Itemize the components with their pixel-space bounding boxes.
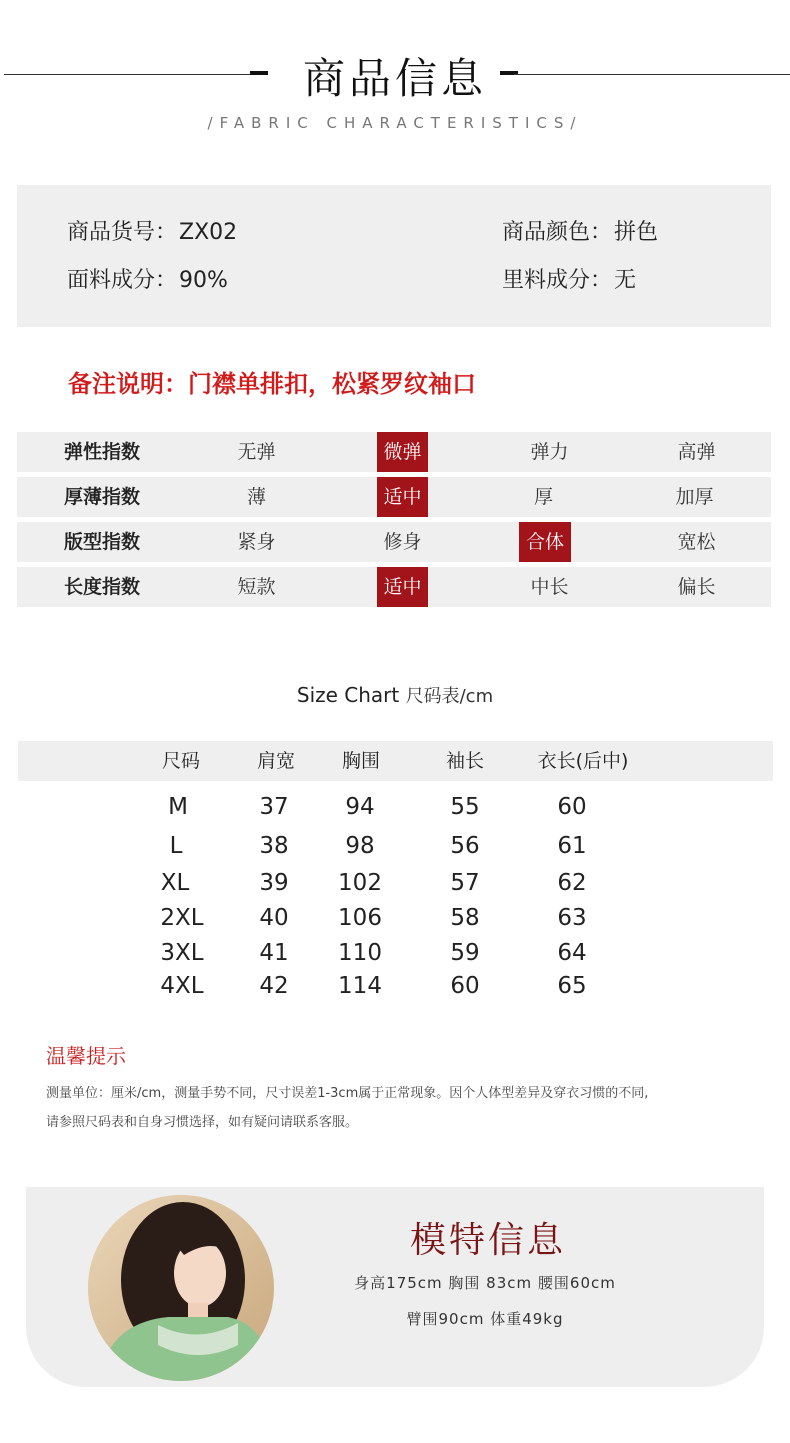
model-info-title: 模特信息 (409, 1220, 566, 1261)
size-header-cell: 袖长 (445, 750, 484, 772)
size-cell: 42 (259, 973, 289, 999)
item-number (67, 215, 237, 246)
size-chart-subtitle: 尺码表/cm (405, 686, 494, 707)
size-cell: 57 (450, 870, 480, 896)
section-header (0, 40, 790, 110)
size-cell: 2XL (160, 905, 204, 931)
index-option: 高弹 (677, 441, 716, 463)
size-cell: 60 (450, 973, 480, 999)
index-option: 无弹 (237, 441, 276, 463)
size-cell: 56 (450, 833, 480, 859)
index-row-fit (17, 522, 771, 562)
model-measurements-1: 身高175cm 胸围 83cm 腰围60cm (354, 1274, 616, 1292)
size-cell: 114 (338, 973, 382, 999)
size-chart-header (18, 741, 773, 781)
size-cell: 3XL (160, 940, 204, 966)
model-avatar (88, 1195, 274, 1381)
tips-line-1: 测量单位：厘米/cm，测量手势不同，尺寸误差1-3cm属于正常现象。因个人体型差异及穿衣习惯的不同, (46, 1086, 649, 1101)
size-cell: 41 (259, 940, 289, 966)
size-cell: 58 (450, 905, 480, 931)
size-cell: 38 (259, 833, 289, 859)
index-option-selected: 微弹 (377, 432, 428, 472)
lining-composition-value: 无 (614, 268, 637, 293)
page-title: 商品信息 (302, 54, 487, 103)
tips-title: 温馨提示 (46, 1044, 126, 1068)
size-cell: 39 (259, 870, 289, 896)
index-option: 中长 (530, 576, 569, 598)
size-cell: 4XL (160, 973, 204, 999)
index-option-selected: 适中 (377, 567, 428, 607)
index-option: 薄 (246, 486, 266, 508)
index-option: 厚 (533, 486, 553, 508)
index-row-label: 长度指数 (63, 576, 140, 598)
item-number-label: 商品货号： (67, 220, 178, 245)
size-cell: 98 (345, 833, 375, 859)
size-cell: 106 (338, 905, 382, 931)
index-option-selected: 适中 (377, 477, 428, 517)
item-color (502, 215, 658, 246)
index-option-selected: 合体 (519, 522, 571, 562)
size-cell: XL (160, 870, 190, 896)
index-option: 宽松 (677, 531, 716, 553)
size-cell: 62 (557, 870, 587, 896)
size-cell: 63 (557, 905, 587, 931)
size-cell: 110 (338, 940, 382, 966)
lining-composition (502, 263, 636, 294)
size-chart-title-text: Size Chart (296, 683, 400, 707)
size-cell: 40 (259, 905, 289, 931)
size-cell: 61 (557, 833, 587, 859)
index-option: 修身 (383, 531, 422, 553)
fabric-composition-value: 90% (179, 268, 228, 293)
size-cell: 94 (345, 794, 375, 820)
size-cell: 64 (557, 940, 587, 966)
size-cell: 37 (259, 794, 289, 820)
size-cell: L (169, 833, 183, 859)
index-row-elasticity (17, 432, 771, 472)
size-cell: 102 (338, 870, 382, 896)
index-option: 加厚 (675, 486, 714, 508)
index-option: 短款 (237, 576, 276, 598)
index-option: 偏长 (677, 576, 716, 598)
fabric-composition (67, 263, 228, 294)
size-cell: 59 (450, 940, 480, 966)
size-header-cell: 衣长(后中) (537, 750, 629, 772)
index-option: 弹力 (530, 441, 569, 463)
header-divider-right (514, 74, 790, 75)
size-header-cell: 肩宽 (256, 750, 295, 772)
model-measurements-2: 臂围90cm 体重49kg (406, 1310, 564, 1328)
size-header-cell: 尺码 (161, 750, 200, 772)
lining-composition-label: 里料成分： (502, 268, 613, 293)
index-row-label: 弹性指数 (63, 441, 140, 463)
size-cell: 65 (557, 973, 587, 999)
item-color-value: 拼色 (614, 220, 659, 245)
size-header-cell: 胸围 (341, 750, 380, 772)
item-number-value: ZX02 (179, 220, 238, 245)
size-cell: 60 (557, 794, 587, 820)
remark-note: 备注说明：门襟单排扣，松紧罗纹袖口 (68, 370, 476, 398)
page-subtitle: /FABRIC CHARACTERISTICS/ (207, 114, 583, 132)
product-info-box (17, 185, 771, 327)
model-photo-illustration (88, 1195, 274, 1381)
index-row-length (17, 567, 771, 607)
index-row-label: 厚薄指数 (63, 486, 140, 508)
fabric-composition-label: 面料成分： (67, 268, 178, 293)
index-row-thickness (17, 477, 771, 517)
index-option: 紧身 (237, 531, 276, 553)
index-row-label: 版型指数 (63, 531, 140, 553)
size-chart-title (0, 682, 790, 708)
tips-line-2: 请参照尺码表和自身习惯选择，如有疑问请联系客服。 (46, 1115, 359, 1130)
item-color-label: 商品颜色： (502, 220, 613, 245)
size-cell: 55 (450, 794, 480, 820)
size-cell: M (168, 794, 188, 820)
